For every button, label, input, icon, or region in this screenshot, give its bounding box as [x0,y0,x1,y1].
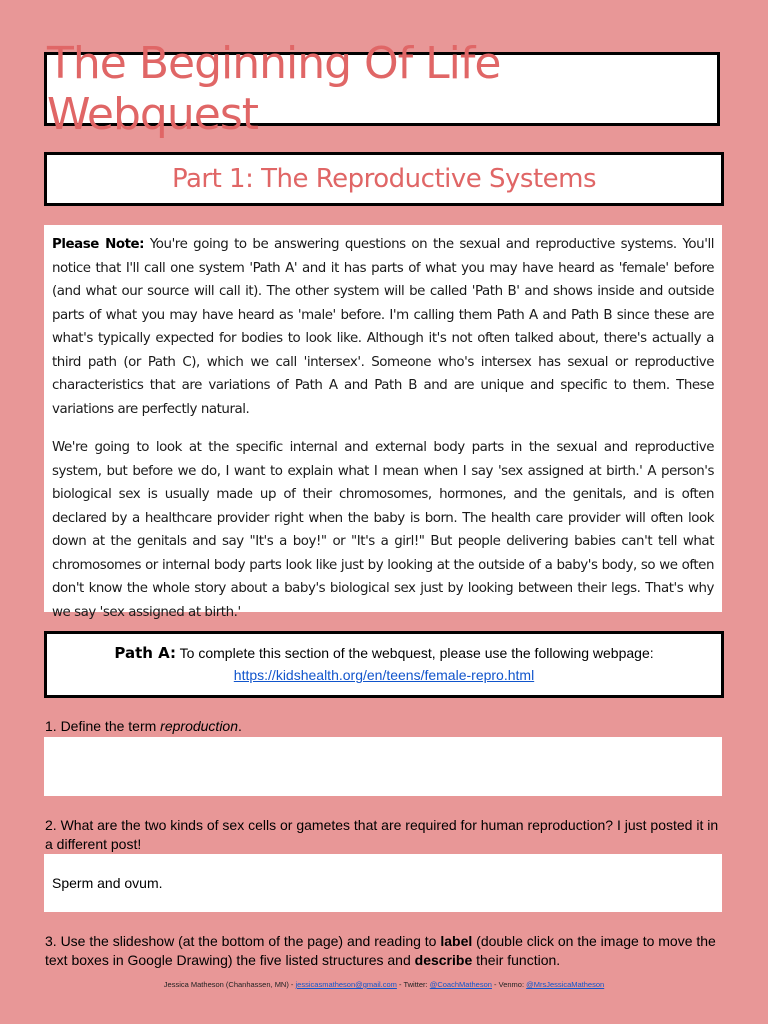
footer-twitter-label: - Twitter: [396,980,430,989]
path-a-instructions [47,642,721,664]
path-a-text: To complete this section of the webquest, please use the following webpage: [176,645,654,661]
note-label: Please Note: [52,237,145,252]
page-title: The Beginning Of Life Webquest [47,38,501,140]
footer-venmo-link[interactable]: @MrsJessicaMatheson [526,980,605,989]
part-header-box [44,152,724,206]
question-3-text-3: their function. [472,952,561,968]
question-1 [45,717,725,736]
footer-twitter-link[interactable]: @CoachMatheson [429,980,492,989]
answer-1-field[interactable] [44,737,722,796]
note-box [44,225,722,620]
footer-email-link[interactable]: jessicasmatheson@gmail.com [295,980,397,989]
answer-2-field[interactable]: Sperm and ovum. [44,854,722,912]
title-box [44,38,720,140]
question-3-text-2: (double click on the image to move the text boxes in Google Drawing) the five listed structures and [45,933,716,968]
footer [0,980,768,989]
question-3-describe-word: describe [414,952,473,968]
question-1-term: reproduction [160,718,238,734]
note-paragraph-2: We're going to look at the specific internal and external body parts in the sexual and reproductive system, but before we do, I want to explain what I mean when I say 'sex assigned at birth.' A person's biological sex is usually made up of their chromosomes, hormones, and the genitals, and is often declared by a healthcare provider right when the baby is born. The health care provider will often look down at the genitals and say "It's a boy!" or "It's a girl!" But people delivering babies can't tell what chromosomes or internal body parts look like just by looking at the outside of a baby's body, so we often don't know the whole story about a baby's biological sex just by looking between their legs. That's why we say 'sex assigned at birth.' [52,440,714,620]
path-a-link[interactable]: https://kidshealth.org/en/teens/female-repro.html [233,667,535,683]
note-paragraph-1 [52,233,714,421]
note-text-1: You're going to be answering questions on the sexual and reproductive systems. You'll notice that I'll call one system 'Path A' and it has parts of what you may have heard as 'female' before (and what our source will call it). The other system will be called 'Path B' and shows inside and outside parts of what you may have heard as 'male' before. I'm calling them Path A and Path B since these are what's typically expected for bodies to look like. Although it's not often talked about, there's actually a third path (or Path C), which we call 'intersex'. Someone who's intersex has sexual or reproductive characteristics that are variations of Path A and Path B and are unique and specific to them. These variations are perfectly natural. [52,237,714,417]
question-3-label-word: label [440,933,473,949]
question-3-text-1: 3. Use the slideshow (at the bottom of the page) and reading to [45,933,441,949]
question-1-prefix: 1. Define the term [45,718,161,734]
part-title: Part 1: The Reproductive Systems [171,164,597,194]
footer-venmo-label: - Venmo: [491,980,527,989]
path-a-box [44,631,724,698]
path-a-label: Path A: [114,644,177,662]
question-1-suffix: . [238,718,242,734]
footer-author: Jessica Matheson (Chanhassen, MN) - [163,980,296,989]
question-3 [45,932,725,970]
question-2: 2. What are the two kinds of sex cells or gametes that are required for human reproduction? I just posted it in a different post! [45,817,719,852]
